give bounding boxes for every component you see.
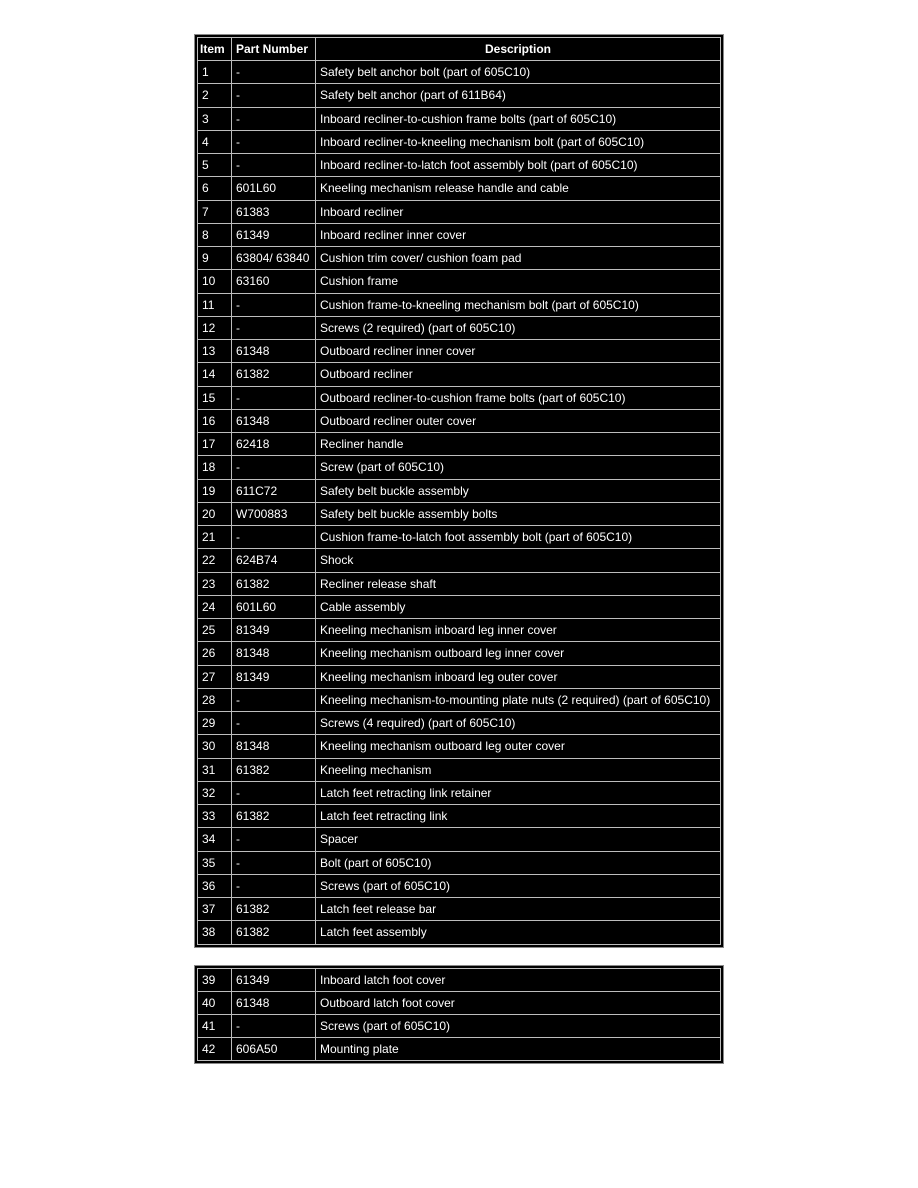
parts-table bbox=[194, 34, 724, 948]
description-cell: Kneeling mechanism outboard leg inner cover bbox=[316, 642, 721, 665]
description-cell: Screws (2 required) (part of 605C10) bbox=[316, 316, 721, 339]
table-row bbox=[198, 154, 721, 177]
description-cell: Cushion frame bbox=[316, 270, 721, 293]
item-cell: 13 bbox=[198, 340, 232, 363]
description-cell: Outboard latch foot cover bbox=[316, 992, 721, 1015]
item-cell: 9 bbox=[198, 247, 232, 270]
part-number-cell: 606A50 bbox=[232, 1038, 316, 1061]
table-row bbox=[198, 526, 721, 549]
item-cell: 17 bbox=[198, 433, 232, 456]
description-cell: Inboard recliner-to-latch foot assembly bolt (part of 605C10) bbox=[316, 154, 721, 177]
part-number-cell: 61383 bbox=[232, 200, 316, 223]
parts-table-continued bbox=[194, 965, 724, 1064]
part-number-cell: 61349 bbox=[232, 969, 316, 992]
table-row bbox=[198, 619, 721, 642]
part-number-cell: 61382 bbox=[232, 572, 316, 595]
part-number-cell: 81349 bbox=[232, 619, 316, 642]
table-row bbox=[198, 61, 721, 84]
part-number-cell: 61349 bbox=[232, 223, 316, 246]
item-cell: 24 bbox=[198, 595, 232, 618]
description-cell: Spacer bbox=[316, 828, 721, 851]
table-row bbox=[198, 1038, 721, 1061]
description-cell: Cushion trim cover/ cushion foam pad bbox=[316, 247, 721, 270]
item-cell: 34 bbox=[198, 828, 232, 851]
part-number-cell: 63804/ 63840 bbox=[232, 247, 316, 270]
part-number-cell: - bbox=[232, 61, 316, 84]
part-number-cell: - bbox=[232, 154, 316, 177]
description-cell: Safety belt anchor bolt (part of 605C10) bbox=[316, 61, 721, 84]
part-number-cell: 63160 bbox=[232, 270, 316, 293]
description-cell: Cable assembly bbox=[316, 595, 721, 618]
column-header-item: Item bbox=[198, 38, 232, 61]
item-cell: 15 bbox=[198, 386, 232, 409]
table-row bbox=[198, 992, 721, 1015]
part-number-cell: 81348 bbox=[232, 642, 316, 665]
part-number-cell: 601L60 bbox=[232, 177, 316, 200]
table-row bbox=[198, 363, 721, 386]
item-cell: 19 bbox=[198, 479, 232, 502]
item-cell: 29 bbox=[198, 712, 232, 735]
table-row bbox=[198, 688, 721, 711]
item-cell: 16 bbox=[198, 409, 232, 432]
table-header-row bbox=[198, 38, 721, 61]
part-number-cell: 61382 bbox=[232, 758, 316, 781]
table-row bbox=[198, 270, 721, 293]
description-cell: Latch feet assembly bbox=[316, 921, 721, 944]
item-cell: 18 bbox=[198, 456, 232, 479]
part-number-cell: 624B74 bbox=[232, 549, 316, 572]
item-cell: 35 bbox=[198, 851, 232, 874]
item-cell: 23 bbox=[198, 572, 232, 595]
description-cell: Recliner handle bbox=[316, 433, 721, 456]
table-row bbox=[198, 502, 721, 525]
item-cell: 41 bbox=[198, 1015, 232, 1038]
description-cell: Latch feet release bar bbox=[316, 898, 721, 921]
item-cell: 31 bbox=[198, 758, 232, 781]
item-cell: 4 bbox=[198, 130, 232, 153]
table-row bbox=[198, 340, 721, 363]
table-row bbox=[198, 595, 721, 618]
description-cell: Kneeling mechanism-to-mounting plate nuts (2 required) (part of 605C10) bbox=[316, 688, 721, 711]
part-number-cell: W700883 bbox=[232, 502, 316, 525]
table-row bbox=[198, 409, 721, 432]
item-cell: 3 bbox=[198, 107, 232, 130]
part-number-cell: 61348 bbox=[232, 340, 316, 363]
table-row bbox=[198, 1015, 721, 1038]
part-number-cell: 81348 bbox=[232, 735, 316, 758]
description-cell: Kneeling mechanism inboard leg outer cover bbox=[316, 665, 721, 688]
part-number-cell: - bbox=[232, 781, 316, 804]
table-row bbox=[198, 107, 721, 130]
description-cell: Latch feet retracting link bbox=[316, 805, 721, 828]
table-row bbox=[198, 549, 721, 572]
item-cell: 38 bbox=[198, 921, 232, 944]
table-row bbox=[198, 851, 721, 874]
part-number-cell: - bbox=[232, 456, 316, 479]
table-row bbox=[198, 479, 721, 502]
table-row bbox=[198, 712, 721, 735]
item-cell: 22 bbox=[198, 549, 232, 572]
description-cell: Recliner release shaft bbox=[316, 572, 721, 595]
item-cell: 21 bbox=[198, 526, 232, 549]
table-row bbox=[198, 805, 721, 828]
part-number-cell: - bbox=[232, 84, 316, 107]
table-row bbox=[198, 828, 721, 851]
part-number-cell: 601L60 bbox=[232, 595, 316, 618]
parts-table-continued-body bbox=[198, 969, 721, 1061]
table-row bbox=[198, 969, 721, 992]
column-header-part-number: Part Number bbox=[232, 38, 316, 61]
description-cell: Screw (part of 605C10) bbox=[316, 456, 721, 479]
description-cell: Outboard recliner-to-cushion frame bolts (part of 605C10) bbox=[316, 386, 721, 409]
table-row bbox=[198, 665, 721, 688]
part-number-cell: 61382 bbox=[232, 898, 316, 921]
part-number-cell: 61382 bbox=[232, 921, 316, 944]
description-cell: Inboard recliner-to-cushion frame bolts (part of 605C10) bbox=[316, 107, 721, 130]
item-cell: 2 bbox=[198, 84, 232, 107]
table-row bbox=[198, 898, 721, 921]
item-cell: 1 bbox=[198, 61, 232, 84]
description-cell: Outboard recliner inner cover bbox=[316, 340, 721, 363]
table-row bbox=[198, 433, 721, 456]
description-cell: Kneeling mechanism inboard leg inner cover bbox=[316, 619, 721, 642]
parts-table-body bbox=[198, 61, 721, 945]
description-cell: Inboard latch foot cover bbox=[316, 969, 721, 992]
table-row bbox=[198, 456, 721, 479]
table-row bbox=[198, 84, 721, 107]
part-number-cell: - bbox=[232, 1015, 316, 1038]
table-row bbox=[198, 735, 721, 758]
table-row bbox=[198, 781, 721, 804]
part-number-cell: 611C72 bbox=[232, 479, 316, 502]
part-number-cell: - bbox=[232, 712, 316, 735]
item-cell: 30 bbox=[198, 735, 232, 758]
part-number-cell: - bbox=[232, 130, 316, 153]
item-cell: 6 bbox=[198, 177, 232, 200]
item-cell: 8 bbox=[198, 223, 232, 246]
part-number-cell: 61348 bbox=[232, 992, 316, 1015]
table-row bbox=[198, 293, 721, 316]
description-cell: Kneeling mechanism outboard leg outer cover bbox=[316, 735, 721, 758]
item-cell: 14 bbox=[198, 363, 232, 386]
description-cell: Kneeling mechanism release handle and cable bbox=[316, 177, 721, 200]
description-cell: Shock bbox=[316, 549, 721, 572]
item-cell: 11 bbox=[198, 293, 232, 316]
table-row bbox=[198, 874, 721, 897]
item-cell: 39 bbox=[198, 969, 232, 992]
table-row bbox=[198, 921, 721, 944]
table-row bbox=[198, 247, 721, 270]
table-row bbox=[198, 386, 721, 409]
description-cell: Safety belt anchor (part of 611B64) bbox=[316, 84, 721, 107]
part-number-cell: - bbox=[232, 851, 316, 874]
item-cell: 27 bbox=[198, 665, 232, 688]
table-row bbox=[198, 200, 721, 223]
description-cell: Bolt (part of 605C10) bbox=[316, 851, 721, 874]
part-number-cell: 62418 bbox=[232, 433, 316, 456]
item-cell: 5 bbox=[198, 154, 232, 177]
table-row bbox=[198, 758, 721, 781]
description-cell: Mounting plate bbox=[316, 1038, 721, 1061]
item-cell: 42 bbox=[198, 1038, 232, 1061]
item-cell: 28 bbox=[198, 688, 232, 711]
part-number-cell: 61348 bbox=[232, 409, 316, 432]
part-number-cell: - bbox=[232, 386, 316, 409]
item-cell: 7 bbox=[198, 200, 232, 223]
description-cell: Inboard recliner-to-kneeling mechanism bolt (part of 605C10) bbox=[316, 130, 721, 153]
item-cell: 32 bbox=[198, 781, 232, 804]
part-number-cell: 61382 bbox=[232, 805, 316, 828]
part-number-cell: - bbox=[232, 526, 316, 549]
part-number-cell: - bbox=[232, 874, 316, 897]
description-cell: Inboard recliner bbox=[316, 200, 721, 223]
column-header-description: Description bbox=[316, 38, 721, 61]
item-cell: 10 bbox=[198, 270, 232, 293]
part-number-cell: 61382 bbox=[232, 363, 316, 386]
description-cell: Cushion frame-to-latch foot assembly bolt (part of 605C10) bbox=[316, 526, 721, 549]
part-number-cell: - bbox=[232, 688, 316, 711]
table-row bbox=[198, 642, 721, 665]
item-cell: 33 bbox=[198, 805, 232, 828]
description-cell: Outboard recliner bbox=[316, 363, 721, 386]
part-number-cell: 81349 bbox=[232, 665, 316, 688]
table-row bbox=[198, 572, 721, 595]
part-number-cell: - bbox=[232, 316, 316, 339]
description-cell: Latch feet retracting link retainer bbox=[316, 781, 721, 804]
item-cell: 25 bbox=[198, 619, 232, 642]
description-cell: Safety belt buckle assembly bolts bbox=[316, 502, 721, 525]
description-cell: Safety belt buckle assembly bbox=[316, 479, 721, 502]
item-cell: 40 bbox=[198, 992, 232, 1015]
item-cell: 37 bbox=[198, 898, 232, 921]
description-cell: Kneeling mechanism bbox=[316, 758, 721, 781]
description-cell: Screws (part of 605C10) bbox=[316, 1015, 721, 1038]
table-row bbox=[198, 177, 721, 200]
item-cell: 20 bbox=[198, 502, 232, 525]
item-cell: 26 bbox=[198, 642, 232, 665]
description-cell: Outboard recliner outer cover bbox=[316, 409, 721, 432]
table-row bbox=[198, 130, 721, 153]
part-number-cell: - bbox=[232, 828, 316, 851]
description-cell: Screws (4 required) (part of 605C10) bbox=[316, 712, 721, 735]
description-cell: Screws (part of 605C10) bbox=[316, 874, 721, 897]
item-cell: 36 bbox=[198, 874, 232, 897]
table-row bbox=[198, 223, 721, 246]
description-cell: Inboard recliner inner cover bbox=[316, 223, 721, 246]
part-number-cell: - bbox=[232, 107, 316, 130]
description-cell: Cushion frame-to-kneeling mechanism bolt (part of 605C10) bbox=[316, 293, 721, 316]
part-number-cell: - bbox=[232, 293, 316, 316]
item-cell: 12 bbox=[198, 316, 232, 339]
table-row bbox=[198, 316, 721, 339]
